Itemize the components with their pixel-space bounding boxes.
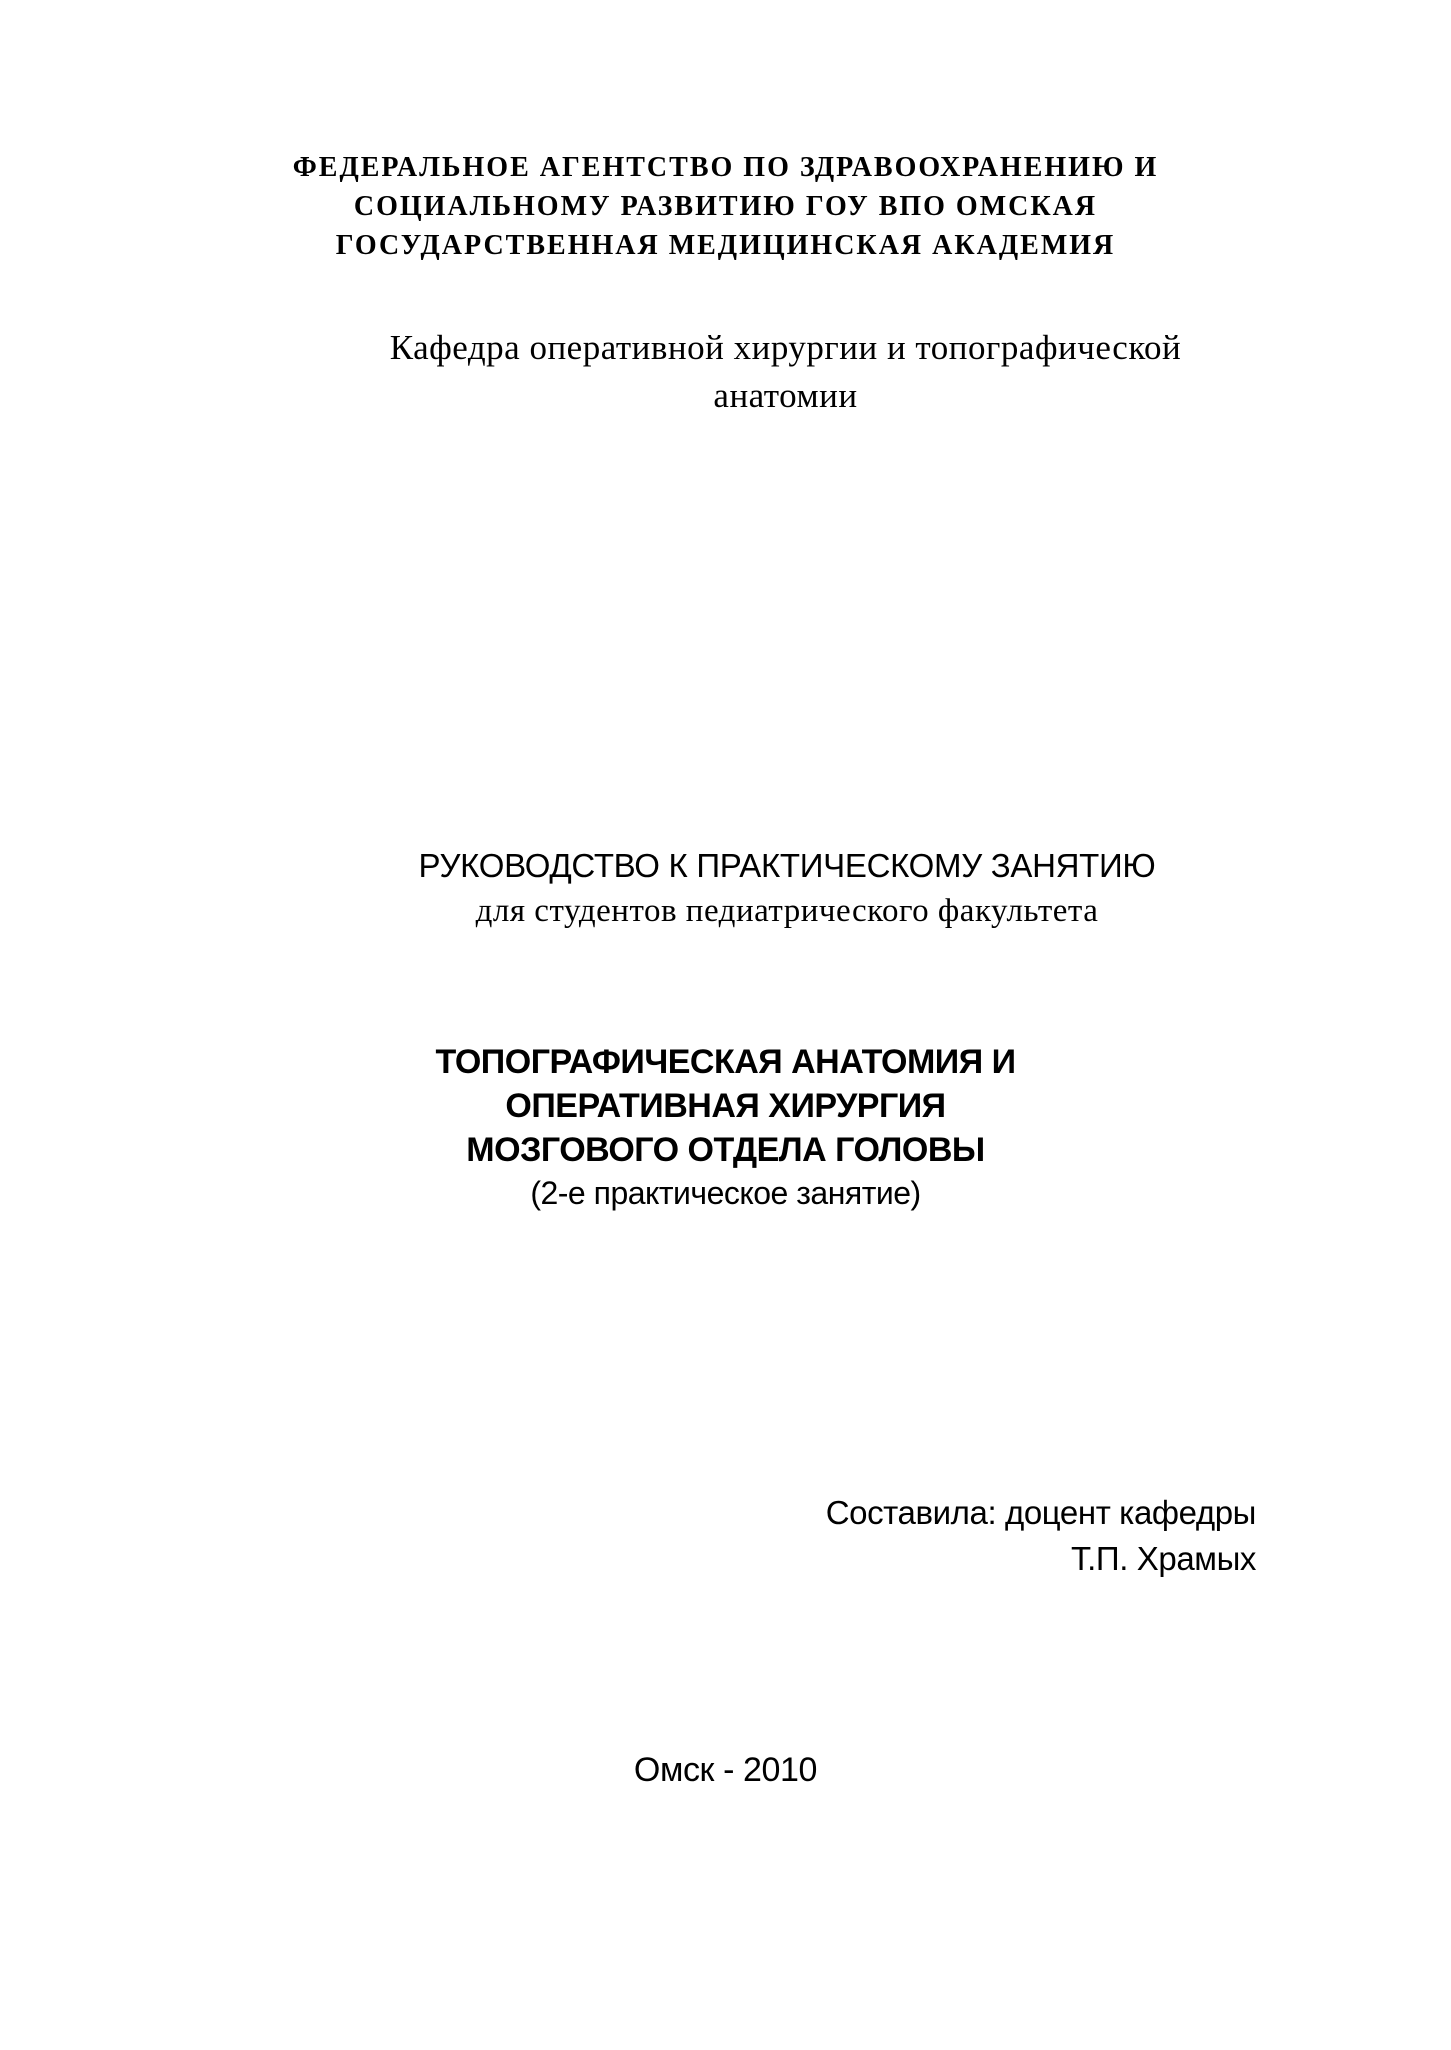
compiler-name: Т.П. Храмых (1071, 1540, 1256, 1577)
institution-header (20, 148, 1431, 265)
topic-title-line: ТОПОГРАФИЧЕСКАЯ АНАТОМИЯ И (435, 1043, 1016, 1081)
institution-line: СОЦИАЛЬНОМУ РАЗВИТИЮ ГОУ ВПО ОМСКАЯ (353, 191, 1098, 222)
department-line: Кафедра оперативной хирургии и топографической (389, 328, 1182, 367)
institution-line: ГОСУДАРСТВЕННАЯ МЕДИЦИНСКАЯ АКАДЕМИЯ (335, 230, 1116, 261)
topic-heading (0, 1040, 1451, 1214)
topic-note: (2-е практическое занятие) (530, 1175, 921, 1211)
topic-title-line: МОЗГОВОГО ОТДЕЛА ГОЛОВЫ (466, 1131, 985, 1169)
guide-heading (62, 843, 1451, 933)
department-line: анатомии (713, 376, 858, 415)
department-name (80, 324, 1451, 420)
guide-subtitle: для студентов педиатрического факультета (475, 893, 1099, 929)
place-year (0, 1747, 1451, 1793)
compiler-info (826, 1490, 1256, 1582)
compiler-role: Составила: доцент кафедры (825, 1494, 1256, 1531)
place-year-text: Омск - 2010 (633, 1751, 818, 1789)
institution-line: ФЕДЕРАЛЬНОЕ АГЕНТСТВО ПО ЗДРАВООХРАНЕНИЮ И (292, 152, 1159, 183)
topic-title-line: ОПЕРАТИВНАЯ ХИРУРГИЯ (505, 1087, 946, 1125)
guide-title: РУКОВОДСТВО К ПРАКТИЧЕСКОМУ ЗАНЯТИЮ (418, 847, 1156, 884)
